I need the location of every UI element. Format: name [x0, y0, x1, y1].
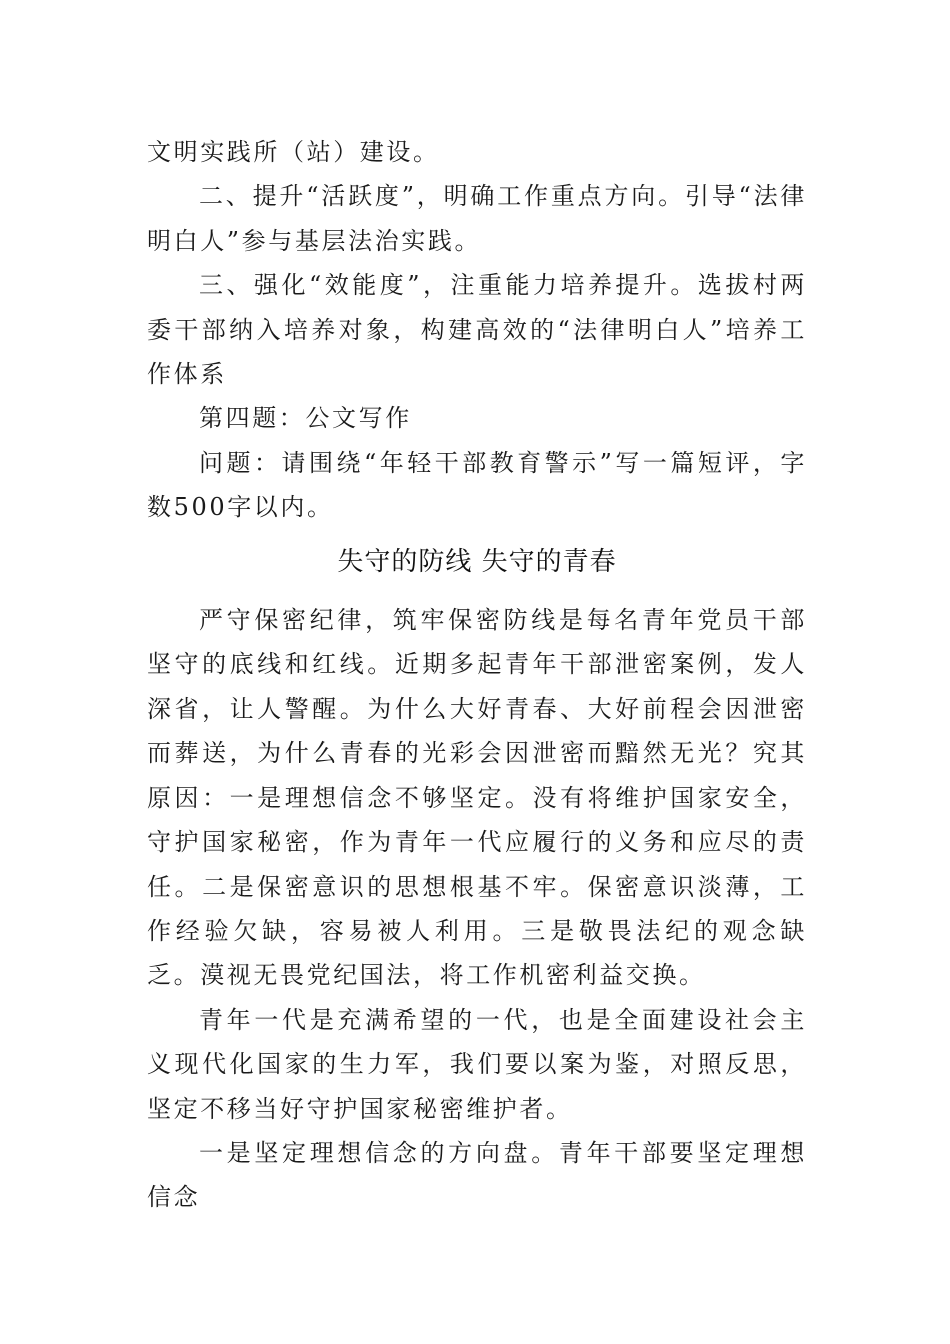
document-body: [147, 130, 807, 1220]
paragraph-point-two: 二、提升“活跃度”，明确工作重点方向。引导“法律明白人”参与基层法治实践。: [147, 182, 807, 255]
essay-paragraph-2: 青年一代是充满希望的一代，也是全面建设社会主义现代化国家的生力军，我们要以案为鉴，对照反思，坚定不移当好守护国家秘密维护者。: [147, 1005, 807, 1123]
essay-paragraph-1: 严守保密纪律，筑牢保密防线是每名青年党员干部坚守的底线和红线。近期多起青年干部泄密案例，发人深省，让人警醒。为什么大好青春、大好前程会因泄密而葬送，为什么青春的光彩会因泄密而黯然无光？究其原因：一是理想信念不够坚定。没有将维护国家安全，守护国家秘密，作为青年一代应履行的义务和应尽的责任。二是保密意识的思想根基不牢。保密意识淡薄，工作经验欠缺，容易被人利用。三是敬畏法纪的观念缺乏。漠视无畏党纪国法，将工作机密利益交换。: [147, 606, 807, 990]
paragraph-civilization-practice: 文明实践所（站）建设。: [147, 138, 440, 166]
paragraph-point-three: 三、强化“效能度”，注重能力培养提升。选拔村两委干部纳入培养对象，构建高效的“法律明白人”培养工作体系: [147, 271, 807, 389]
essay-paragraph-3: 一是坚定理想信念的方向盘。青年干部要坚定理想信念: [147, 1138, 807, 1212]
question-four-heading: 第四题：公文写作: [199, 404, 412, 433]
essay-title: 失守的防线 失守的青春: [337, 546, 617, 577]
question-four-prompt: 问题：请围绕“年轻干部教育警示”写一篇短评，字数500字以内。: [147, 448, 807, 522]
